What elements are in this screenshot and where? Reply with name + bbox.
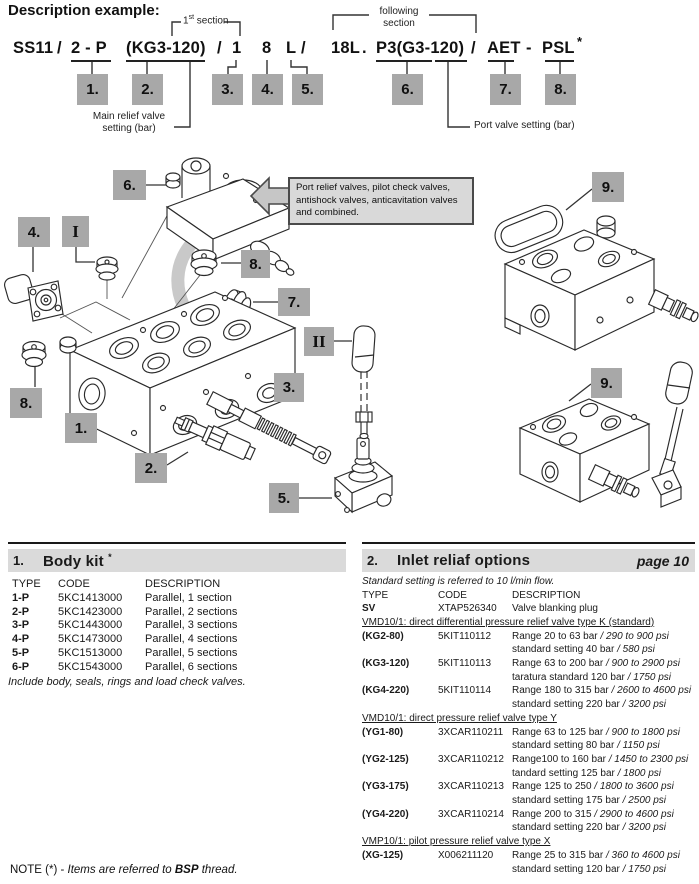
section-title: Body kit *: [43, 551, 112, 570]
cell-code: 3XCAR110211: [438, 726, 504, 738]
table-row: [8, 647, 346, 661]
col-code: CODE: [438, 589, 467, 601]
table-row: [362, 808, 695, 822]
cell-description: [512, 671, 695, 685]
diagram-box-1: 1.: [65, 413, 97, 443]
table-row: [362, 753, 695, 767]
cell-type: 6-P: [12, 660, 30, 673]
cell-code: 5KC1423000: [58, 605, 123, 618]
cell-type: 5-P: [12, 646, 30, 659]
table-row: [362, 739, 695, 753]
table-row: [362, 726, 695, 740]
cell-description: [512, 643, 695, 657]
part-segment-relief: (KG3-120): [126, 39, 206, 57]
cell-description: [512, 726, 695, 740]
diagram-box-7: 7.: [278, 288, 310, 316]
page-title: Description example:: [8, 2, 160, 19]
cell-type: (YG1-80): [362, 726, 404, 738]
table-row: [362, 767, 695, 781]
desc-italic: / 1450 to 2300 psi: [608, 753, 689, 765]
group-subheader: VMD10/1: direct differential pressure relief valve type K (standard): [362, 616, 655, 628]
table-row: [362, 698, 695, 712]
col-type: TYPE: [12, 578, 41, 590]
table-row: [362, 863, 695, 877]
port-valves-note: Port relief valves, pilot check valves, antishock valves, anticavitation valves and combined.: [288, 177, 474, 225]
cell-description: Parallel, 3 sections: [145, 619, 238, 632]
part-segment-spool: 1: [232, 39, 242, 57]
part-segment-asterisk: *: [577, 34, 583, 49]
table-row: [8, 592, 346, 606]
part-segment-portvalve: P3(G3-120): [376, 39, 465, 57]
desc-normal: tandard setting 125 bar: [512, 767, 618, 779]
cell-code: XTAP526340: [438, 603, 497, 615]
desc-normal: Range100 to 160 bar: [512, 753, 609, 765]
section-number: 1.: [13, 553, 24, 568]
table-row: [362, 630, 695, 644]
table-row: [362, 671, 695, 685]
cell-type: (KG4-220): [362, 685, 410, 697]
desc-normal: standard setting 220 bar: [512, 822, 623, 834]
col-description: DESCRIPTION: [512, 589, 581, 601]
desc-normal: Range 180 to 315 bar: [512, 685, 612, 697]
underline: [488, 60, 514, 62]
underline: [435, 60, 467, 62]
diagram-box-2: 2.: [135, 453, 167, 483]
diagram-box-6: 6.: [113, 170, 146, 200]
desc-normal: Range 63 to 200 bar: [512, 658, 606, 670]
cell-type: (KG2-80): [362, 630, 404, 642]
cell-description: Parallel, 1 section: [145, 591, 232, 604]
cell-description: [512, 698, 695, 712]
desc-normal: Range 200 to 315: [512, 808, 595, 820]
table-row: [362, 684, 695, 698]
callout-box-4: 4.: [252, 74, 283, 105]
inlet-rows: [362, 602, 695, 876]
section-number: 2.: [367, 553, 378, 568]
table-row: [362, 821, 695, 835]
cell-code: X006211120: [438, 849, 494, 861]
underline: [126, 60, 205, 62]
flange-connector: [3, 273, 63, 321]
desc-italic: / 900 to 1800 psi: [605, 726, 680, 738]
cell-code: 5KC1443000: [58, 619, 123, 632]
desc-normal: standard setting 80 bar: [512, 740, 618, 752]
column-headers: [8, 578, 346, 592]
table-row: [362, 643, 695, 657]
desc-normal: Range 63 to 125 bar: [512, 726, 606, 738]
underline: [71, 60, 111, 62]
group-subheader: VMD10/1: direct pressure relief valve type Y: [362, 712, 557, 724]
group-subheader: VMP10/1: pilot pressure relief valve type X: [362, 836, 551, 848]
desc-normal: standard setting 220 bar: [512, 699, 623, 711]
callout-box-5: 5.: [292, 74, 323, 105]
col-code: CODE: [58, 578, 90, 590]
cell-description: Parallel, 5 sections: [145, 646, 238, 659]
inlet-relief-table: [362, 542, 695, 876]
part-segment-psl: PSL: [542, 39, 575, 57]
section-title: Inlet reliaf options: [397, 552, 531, 569]
cell-type: (YG4-220): [362, 808, 409, 820]
hand-lever: [351, 325, 375, 438]
callout-arrow-icon: [248, 174, 293, 219]
underline: [376, 60, 432, 62]
part-segment-slash: /: [217, 39, 222, 57]
diagram-box-4: 4.: [18, 217, 50, 247]
cell-type: (XG-125): [362, 849, 404, 861]
diagram-box-5: 5.: [269, 483, 299, 513]
cell-description: [512, 753, 695, 767]
plug-8-left: [22, 342, 46, 367]
cell-type: 4-P: [12, 633, 30, 646]
desc-normal: Range 125 to 250: [512, 781, 595, 793]
cell-description: [512, 808, 695, 822]
diagram-box-I: I: [62, 216, 89, 247]
cell-description: [512, 767, 695, 781]
part-segment-lever: L: [286, 39, 297, 57]
table-row: [362, 602, 695, 616]
page-footnote: NOTE (*) - Items are referred to BSP thread.: [10, 864, 238, 876]
diagram-box-3: 3.: [274, 373, 304, 402]
desc-italic: / 2600 to 4600 psi: [611, 685, 692, 697]
col-description: DESCRIPTION: [145, 578, 221, 590]
part-segment-flow: 8: [262, 39, 272, 57]
body-kit-rows: [8, 592, 346, 675]
diagram-box-8b: 8.: [10, 388, 42, 418]
callout-box-3: 3.: [212, 74, 243, 105]
part-segment-18l: 18L: [331, 39, 361, 57]
diagram-box-9a: 9.: [592, 172, 624, 202]
desc-normal: Valve blanking plug: [512, 603, 598, 615]
cell-code: 5KC1473000: [58, 633, 123, 646]
plug-I: [96, 257, 118, 280]
callout-box-2: 2.: [132, 74, 163, 105]
part-segment-outlet: AET: [487, 39, 521, 57]
desc-normal: Range 20 to 63 bar: [512, 630, 601, 642]
cell-code: 5KC1513000: [58, 646, 123, 659]
table-rule: [362, 542, 695, 544]
table-row: [362, 657, 695, 671]
desc-italic: / 3200 psi: [622, 699, 667, 711]
cell-code: 5KIT110114: [438, 685, 492, 697]
table-row: [362, 794, 695, 808]
cell-description: [512, 602, 695, 616]
part-segment-slash: /: [301, 39, 306, 57]
cell-type: SV: [362, 603, 376, 615]
joystick-control: [335, 438, 393, 512]
part-segment-dot: .: [362, 39, 367, 57]
cell-code: 3XCAR110214: [438, 808, 504, 820]
page-reference: page 10: [636, 552, 689, 569]
cell-description: [512, 630, 695, 644]
cell-code: 3XCAR110212: [438, 753, 504, 765]
part-segment-slash: /: [471, 39, 476, 57]
cell-description: [512, 684, 695, 698]
table-row: [362, 780, 695, 794]
desc-italic: / 3200 psi: [622, 822, 667, 834]
desc-italic: / 1150 psi: [617, 740, 660, 752]
underline: [545, 60, 574, 62]
table-row: [8, 633, 346, 647]
cell-code: 3XCAR110213: [438, 781, 504, 793]
port-valve-setting-label: Port valve setting (bar): [474, 120, 575, 131]
desc-normal: Range 25 to 315 bar: [512, 849, 606, 861]
cell-code: 5KIT110112: [438, 630, 492, 642]
col-type: TYPE: [362, 589, 389, 601]
part-segment-slash: /: [57, 39, 62, 57]
cell-description: [512, 739, 695, 753]
desc-italic: / 1750 psi: [627, 671, 672, 683]
table-row: [362, 849, 695, 863]
desc-italic: / 1800 to 3600 psi: [594, 781, 674, 793]
cell-description: [512, 657, 695, 671]
callout-box-7: 7.: [490, 74, 521, 105]
desc-italic: / 360 to 4600 psi: [605, 849, 680, 861]
cell-description: [512, 849, 695, 863]
assembled-valve-top: [490, 201, 699, 350]
cell-description: [512, 821, 695, 835]
cell-code: 5KC1413000: [58, 591, 123, 604]
table-row: [8, 619, 346, 633]
part-segment-body: 2 - P: [71, 39, 107, 57]
inlet-header-band: [362, 549, 695, 572]
body-kit-header-band: [8, 549, 346, 572]
desc-italic: / 2900 to 4600 psi: [594, 808, 674, 820]
part-segment-model: SS11: [13, 39, 54, 57]
desc-italic: / 1800 psi: [617, 767, 662, 779]
cell-description: [512, 794, 695, 808]
cell-code: 5KC1543000: [58, 660, 123, 673]
cell-description: Parallel, 6 sections: [145, 660, 238, 673]
desc-italic: / 900 to 2900 psi: [605, 658, 680, 670]
cell-description: [512, 780, 695, 794]
desc-italic: / 290 to 900 psi: [600, 630, 669, 642]
desc-italic: / 2500 psi: [622, 795, 667, 807]
cell-code: 5KIT110113: [438, 658, 492, 670]
cell-description: Parallel, 4 sections: [145, 633, 238, 646]
cell-type: 2-P: [12, 605, 30, 618]
plug-8-top: [191, 250, 217, 276]
column-headers: [362, 589, 695, 603]
diagram-box-II: II: [304, 327, 334, 356]
inlet-intro-note: Standard setting is referred to 10 l/min flow.: [362, 576, 555, 587]
callout-box-8: 8.: [545, 74, 576, 105]
main-relief-setting-label: Main relief valve setting (bar): [92, 111, 166, 134]
diagram-box-8a: 8.: [241, 250, 270, 278]
callout-box-1: 1.: [77, 74, 108, 105]
desc-normal: taratura standard 120 bar: [512, 671, 628, 683]
desc-normal: standard setting 175 bar: [512, 795, 623, 807]
cell-type: (YG3-175): [362, 781, 409, 793]
first-section-label: 1st section: [183, 14, 229, 27]
cell-description: [512, 863, 695, 877]
diagram-box-9b: 9.: [591, 368, 622, 398]
cell-type: (KG3-120): [362, 658, 410, 670]
table-row: [8, 606, 346, 620]
table-row: [8, 661, 346, 675]
cell-type: (YG2-125): [362, 753, 409, 765]
cell-type: 3-P: [12, 619, 30, 632]
table-rule: [8, 542, 346, 544]
desc-normal: standard setting 120 bar: [512, 863, 623, 875]
desc-normal: standard setting 40 bar: [512, 644, 618, 656]
cell-type: 1-P: [12, 591, 30, 604]
body-kit-footnote: Include body, seals, rings and load check valves.: [8, 675, 246, 688]
part-segment-dash: -: [526, 39, 532, 57]
body-kit-table: [8, 542, 346, 688]
following-section-label: following section: [379, 6, 419, 29]
desc-italic: / 580 psi: [617, 644, 655, 656]
callout-box-6: 6.: [392, 74, 423, 105]
desc-italic: / 1750 psi: [622, 863, 667, 875]
cell-description: Parallel, 2 sections: [145, 605, 238, 618]
